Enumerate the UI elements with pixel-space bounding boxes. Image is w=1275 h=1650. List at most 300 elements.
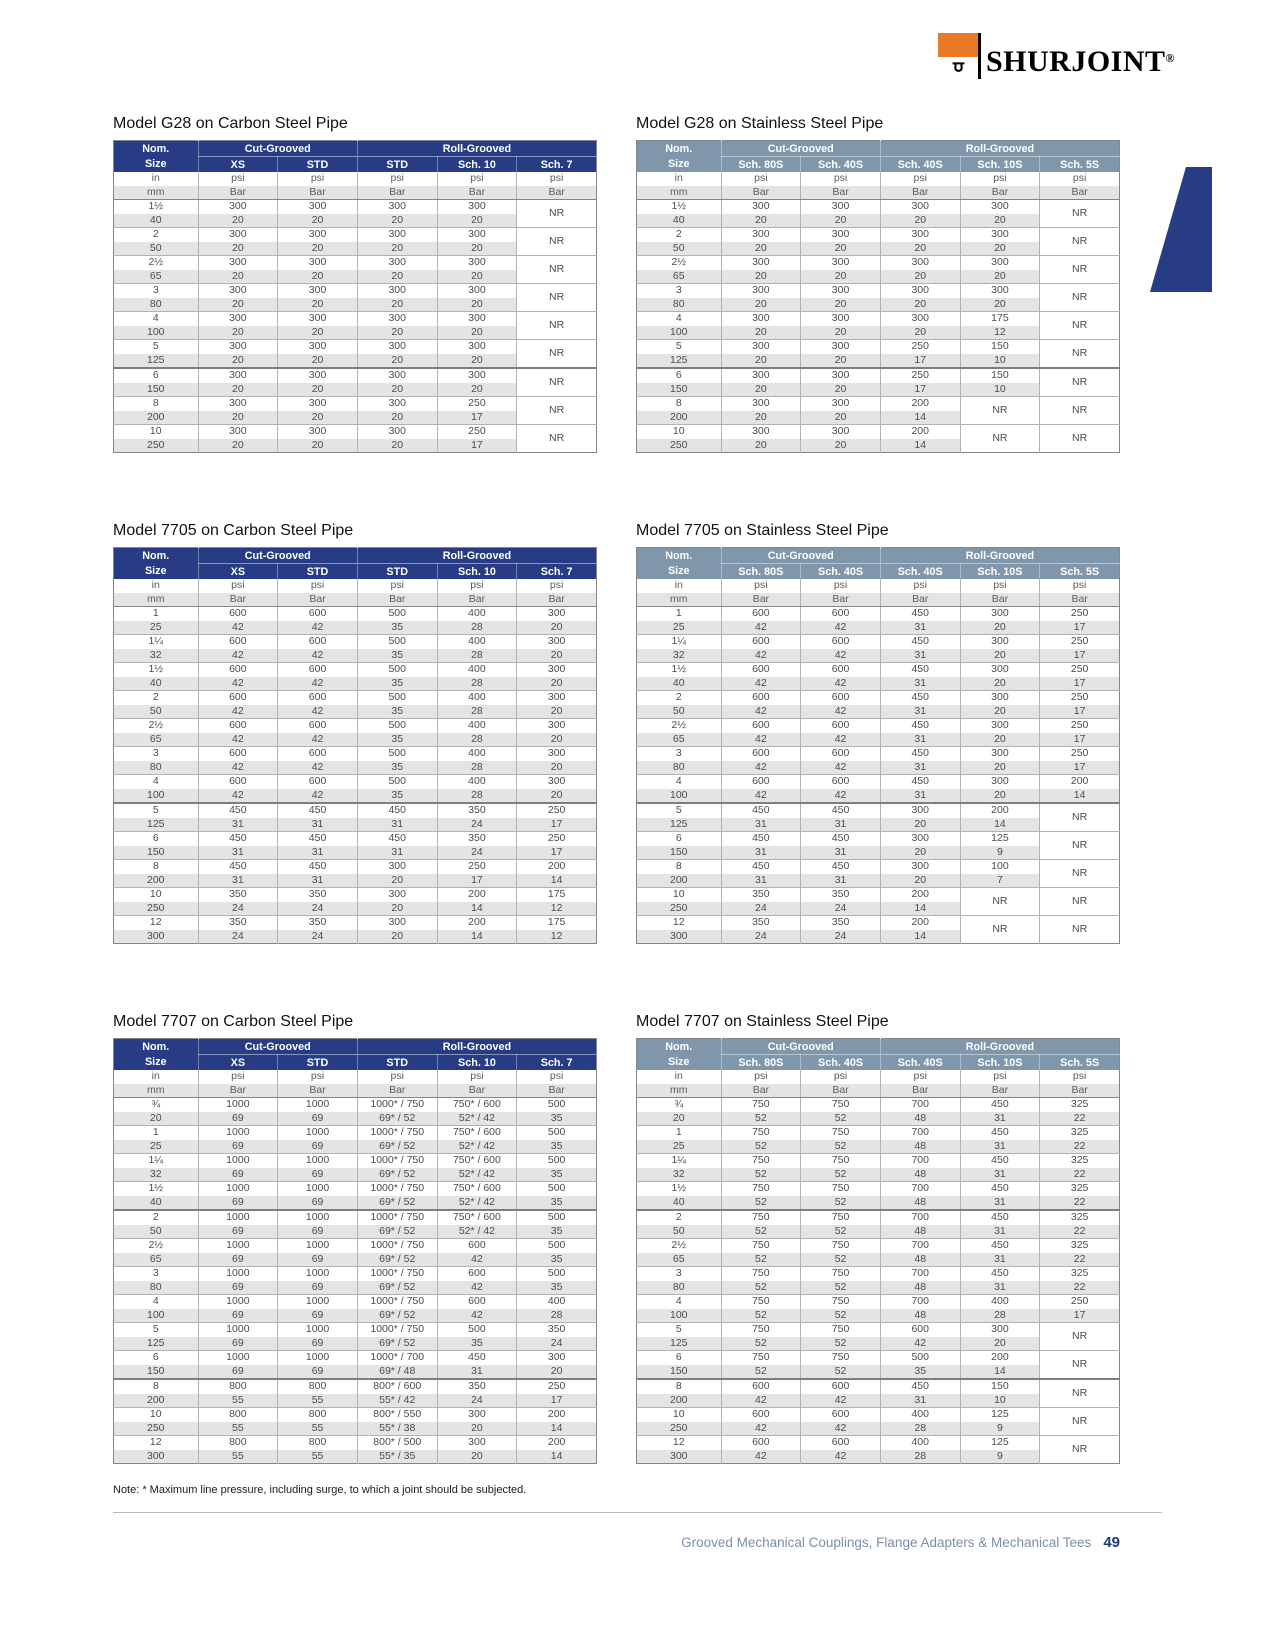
- not-recommended-cell: NR: [517, 425, 597, 453]
- unit-cell: Bar: [880, 186, 960, 200]
- psi-cell: 600: [198, 747, 278, 761]
- size-mm-cell: 150: [637, 1365, 722, 1380]
- size-mm-cell: 100: [637, 1309, 722, 1323]
- psi-cell: 450: [721, 832, 801, 846]
- psi-cell: 750: [801, 1210, 881, 1225]
- psi-cell: 300: [198, 397, 278, 411]
- bar-cell: 48: [880, 1253, 960, 1267]
- bar-cell: 52: [721, 1225, 801, 1239]
- group-header: Nom.: [114, 548, 199, 564]
- data-row-bar: [114, 1225, 597, 1239]
- unit-cell: Bar: [517, 593, 597, 607]
- unit-cell: psi: [198, 579, 278, 593]
- psi-cell: 300: [517, 607, 597, 621]
- not-recommended-cell: NR: [1040, 860, 1120, 888]
- psi-cell: 800: [198, 1408, 278, 1422]
- bar-cell: 42: [801, 761, 881, 775]
- bar-cell: 52: [801, 1140, 881, 1154]
- data-row-psi: [114, 719, 597, 733]
- size-mm-cell: 250: [637, 439, 722, 453]
- not-recommended-cell: NR: [517, 397, 597, 425]
- psi-cell: 450: [880, 691, 960, 705]
- pressure-table-g28-carbon: [113, 140, 597, 453]
- psi-cell: 300: [357, 256, 437, 270]
- bar-cell: 28: [517, 1309, 597, 1323]
- size-mm-cell: 32: [637, 649, 722, 663]
- psi-cell: 250: [1040, 607, 1120, 621]
- bar-cell: 9: [960, 1422, 1040, 1436]
- bar-cell: 69: [278, 1112, 358, 1126]
- bar-cell: 20: [801, 439, 881, 453]
- pressure-table-7707-stainless: [636, 1038, 1120, 1464]
- data-row-bar: [637, 1281, 1120, 1295]
- not-recommended-cell: NR: [1040, 284, 1120, 312]
- psi-cell: 700: [880, 1295, 960, 1309]
- size-in-cell: 1: [637, 1126, 722, 1140]
- psi-cell: 300: [880, 803, 960, 818]
- psi-cell: 600: [801, 775, 881, 789]
- psi-cell: 1000: [278, 1351, 358, 1365]
- psi-cell: 200: [517, 1436, 597, 1450]
- header-group-row: [114, 141, 597, 157]
- table-head: [114, 141, 597, 173]
- data-row-psi: [114, 775, 597, 789]
- psi-cell: 250: [1040, 691, 1120, 705]
- size-in-cell: 1½: [637, 200, 722, 214]
- data-row-psi: [114, 425, 597, 439]
- bar-cell: 24: [517, 1337, 597, 1351]
- size-mm-cell: 20: [114, 1112, 199, 1126]
- bar-cell: 69* / 52: [357, 1168, 437, 1182]
- bar-cell: 28: [880, 1422, 960, 1436]
- bar-cell: 20: [437, 242, 517, 256]
- psi-cell: 1000* / 750: [357, 1126, 437, 1140]
- data-row-psi: [637, 1154, 1120, 1168]
- table-title: Model 7705 on Carbon Steel Pipe: [113, 522, 354, 539]
- bar-cell: 69: [278, 1196, 358, 1211]
- unit-cell: psi: [880, 1070, 960, 1084]
- size-in-cell: 1½: [114, 663, 199, 677]
- bar-cell: 69: [198, 1281, 278, 1295]
- unit-cell: psi: [278, 1070, 358, 1084]
- data-row-psi: [114, 340, 597, 354]
- unit-cell: psi: [198, 172, 278, 186]
- bar-cell: 69: [278, 1337, 358, 1351]
- psi-cell: 1000: [278, 1210, 358, 1225]
- psi-cell: 350: [721, 916, 801, 930]
- coupling-glyph-icon: [938, 57, 978, 79]
- psi-cell: 300: [278, 368, 358, 383]
- bar-cell: 31: [721, 846, 801, 860]
- bar-cell: 20: [721, 439, 801, 453]
- bar-cell: 20: [278, 354, 358, 369]
- psi-cell: 400: [437, 775, 517, 789]
- group-header: Cut-Grooved: [721, 141, 880, 157]
- bar-cell: 14: [517, 1450, 597, 1464]
- bar-cell: 22: [1040, 1281, 1120, 1295]
- data-row-bar: [114, 705, 597, 719]
- column-header: STD: [357, 564, 437, 580]
- not-recommended-cell: NR: [960, 888, 1040, 916]
- size-in-cell: 5: [637, 340, 722, 354]
- bar-cell: 14: [437, 930, 517, 944]
- column-header: Sch. 7: [517, 1055, 597, 1071]
- size-in-cell: 2: [114, 1210, 199, 1225]
- bar-cell: 42: [801, 1422, 881, 1436]
- size-in-cell: 6: [114, 368, 199, 383]
- column-header: STD: [357, 1055, 437, 1071]
- column-header: Sch. 40S: [801, 1055, 881, 1071]
- psi-cell: 300: [801, 284, 881, 298]
- data-row-bar: [114, 649, 597, 663]
- bar-cell: 42: [721, 705, 801, 719]
- not-recommended-cell: NR: [517, 228, 597, 256]
- data-row-psi: [637, 916, 1120, 930]
- data-row-psi: [637, 284, 1120, 298]
- psi-cell: 750: [721, 1182, 801, 1196]
- bar-cell: 31: [801, 846, 881, 860]
- bar-cell: 31: [960, 1140, 1040, 1154]
- group-header: Roll-Grooved: [880, 548, 1119, 564]
- size-in-cell: 1: [114, 1126, 199, 1140]
- unit-row: [637, 172, 1120, 186]
- psi-cell: 300: [357, 368, 437, 383]
- psi-cell: 450: [960, 1098, 1040, 1112]
- column-header: Size: [637, 564, 722, 580]
- size-in-cell: 10: [637, 888, 722, 902]
- size-mm-cell: 250: [114, 439, 199, 453]
- psi-cell: 200: [960, 803, 1040, 818]
- bar-cell: 14: [880, 411, 960, 425]
- psi-cell: 450: [960, 1182, 1040, 1196]
- size-mm-cell: 50: [114, 242, 199, 256]
- not-recommended-cell: NR: [517, 312, 597, 340]
- footnote: Note: * Maximum line pressure, including surge, to which a joint should be subjected.: [113, 1484, 527, 1496]
- unit-cell: in: [637, 579, 722, 593]
- brand-name: SHURJOINT®: [986, 45, 1175, 78]
- psi-cell: 500: [517, 1267, 597, 1281]
- column-header: Sch. 5S: [1040, 1055, 1120, 1071]
- size-in-cell: 1½: [114, 1182, 199, 1196]
- data-row-bar: [637, 1140, 1120, 1154]
- psi-cell: 500: [517, 1126, 597, 1140]
- data-row-bar: [637, 649, 1120, 663]
- bar-cell: 42: [721, 621, 801, 635]
- group-header: Nom.: [637, 1039, 722, 1055]
- size-mm-cell: 300: [114, 1450, 199, 1464]
- psi-cell: 300: [960, 663, 1040, 677]
- psi-cell: 1000* / 750: [357, 1154, 437, 1168]
- psi-cell: 450: [880, 747, 960, 761]
- data-row-bar: [637, 1253, 1120, 1267]
- psi-cell: 1000: [278, 1182, 358, 1196]
- size-in-cell: 4: [637, 312, 722, 326]
- psi-cell: 300: [437, 1408, 517, 1422]
- not-recommended-cell: NR: [1040, 312, 1120, 340]
- psi-cell: 300: [437, 256, 517, 270]
- data-row-bar: [114, 1365, 597, 1380]
- psi-cell: 300: [357, 312, 437, 326]
- bar-cell: 69* / 52: [357, 1281, 437, 1295]
- psi-cell: 300: [880, 860, 960, 874]
- psi-cell: 350: [198, 888, 278, 902]
- brand-logo: [938, 33, 1175, 79]
- psi-cell: 600: [721, 775, 801, 789]
- psi-cell: 125: [960, 1408, 1040, 1422]
- psi-cell: 750: [801, 1295, 881, 1309]
- size-mm-cell: 125: [114, 354, 199, 369]
- group-header: Nom.: [114, 1039, 199, 1055]
- bar-cell: 31: [801, 874, 881, 888]
- psi-cell: 300: [721, 200, 801, 214]
- psi-cell: 1000: [278, 1267, 358, 1281]
- size-in-cell: 1¼: [637, 635, 722, 649]
- bar-cell: 14: [880, 902, 960, 916]
- unit-cell: in: [637, 172, 722, 186]
- bar-cell: 20: [278, 439, 358, 453]
- unit-cell: psi: [801, 172, 881, 186]
- bar-cell: 9: [960, 1450, 1040, 1464]
- psi-cell: 500: [437, 1323, 517, 1337]
- bar-cell: 42: [437, 1309, 517, 1323]
- bar-cell: 20: [801, 242, 881, 256]
- bar-cell: 20: [357, 242, 437, 256]
- bar-cell: 20: [198, 326, 278, 340]
- data-row-psi: [637, 1098, 1120, 1112]
- psi-cell: 600: [721, 719, 801, 733]
- psi-cell: 350: [801, 888, 881, 902]
- psi-cell: 350: [278, 916, 358, 930]
- psi-cell: 750: [721, 1239, 801, 1253]
- psi-cell: 750: [721, 1154, 801, 1168]
- bar-cell: 52: [801, 1196, 881, 1211]
- bar-cell: 69* / 52: [357, 1225, 437, 1239]
- size-mm-cell: 125: [114, 1337, 199, 1351]
- bar-cell: 42: [801, 1394, 881, 1408]
- data-row-bar: [637, 1309, 1120, 1323]
- psi-cell: 750: [801, 1126, 881, 1140]
- psi-cell: 750: [721, 1267, 801, 1281]
- psi-cell: 300: [960, 607, 1040, 621]
- psi-cell: 600: [198, 607, 278, 621]
- table-section-7705-stainless: [636, 521, 1120, 944]
- bar-cell: 24: [198, 930, 278, 944]
- pressure-table-g28-stainless: [636, 140, 1120, 453]
- bar-cell: 17: [517, 818, 597, 832]
- psi-cell: 300: [437, 228, 517, 242]
- psi-cell: 750* / 600: [437, 1098, 517, 1112]
- psi-cell: 800: [278, 1379, 358, 1394]
- psi-cell: 600: [721, 1436, 801, 1450]
- bar-cell: 42: [198, 677, 278, 691]
- psi-cell: 300: [357, 284, 437, 298]
- psi-cell: 600: [801, 719, 881, 733]
- size-in-cell: 3: [637, 284, 722, 298]
- bar-cell: 17: [1040, 705, 1120, 719]
- size-in-cell: 2½: [114, 1239, 199, 1253]
- psi-cell: 350: [721, 888, 801, 902]
- psi-cell: 600: [278, 663, 358, 677]
- bar-cell: 17: [1040, 733, 1120, 747]
- unit-cell: Bar: [880, 593, 960, 607]
- psi-cell: 250: [1040, 747, 1120, 761]
- psi-cell: 300: [880, 228, 960, 242]
- psi-cell: 1000: [278, 1295, 358, 1309]
- bar-cell: 52: [801, 1309, 881, 1323]
- data-row-psi: [114, 1267, 597, 1281]
- bar-cell: 20: [721, 214, 801, 228]
- size-in-cell: 1½: [637, 663, 722, 677]
- group-header: Roll-Grooved: [880, 141, 1119, 157]
- group-header: Cut-Grooved: [721, 1039, 880, 1055]
- psi-cell: 600: [721, 663, 801, 677]
- bar-cell: 20: [357, 411, 437, 425]
- bar-cell: 42: [801, 733, 881, 747]
- psi-cell: 350: [437, 803, 517, 818]
- size-mm-cell: 32: [114, 649, 199, 663]
- size-in-cell: 12: [637, 1436, 722, 1450]
- unit-cell: psi: [517, 172, 597, 186]
- psi-cell: 350: [801, 916, 881, 930]
- size-in-cell: 2½: [637, 719, 722, 733]
- size-mm-cell: 200: [114, 874, 199, 888]
- psi-cell: 325: [1040, 1267, 1120, 1281]
- bar-cell: 17: [1040, 677, 1120, 691]
- bar-cell: 28: [437, 733, 517, 747]
- psi-cell: 600: [198, 635, 278, 649]
- unit-row: [637, 593, 1120, 607]
- psi-cell: 700: [880, 1098, 960, 1112]
- psi-cell: 400: [880, 1436, 960, 1450]
- psi-cell: 450: [721, 803, 801, 818]
- psi-cell: 750* / 600: [437, 1126, 517, 1140]
- column-header: Size: [114, 564, 199, 580]
- column-header: Sch. 10: [437, 157, 517, 173]
- psi-cell: 600: [801, 1436, 881, 1450]
- psi-cell: 300: [198, 425, 278, 439]
- group-header: Roll-Grooved: [880, 1039, 1119, 1055]
- psi-cell: 600: [801, 1408, 881, 1422]
- psi-cell: 1000* / 750: [357, 1210, 437, 1225]
- group-header: Nom.: [637, 141, 722, 157]
- psi-cell: 200: [437, 916, 517, 930]
- psi-cell: 250: [1040, 635, 1120, 649]
- size-mm-cell: 80: [114, 761, 199, 775]
- size-mm-cell: 65: [114, 1253, 199, 1267]
- size-in-cell: 2: [637, 228, 722, 242]
- header-group-row: [637, 141, 1120, 157]
- column-header: Sch. 40S: [880, 1055, 960, 1071]
- data-row-psi: [637, 747, 1120, 761]
- psi-cell: 300: [278, 397, 358, 411]
- column-header: Sch. 40S: [801, 564, 881, 580]
- bar-cell: 31: [357, 846, 437, 860]
- unit-cell: psi: [721, 172, 801, 186]
- header-column-row: [114, 564, 597, 580]
- bar-cell: 69* / 52: [357, 1309, 437, 1323]
- size-in-cell: 4: [637, 775, 722, 789]
- data-row-psi: [114, 860, 597, 874]
- bar-cell: 22: [1040, 1140, 1120, 1154]
- psi-cell: 600: [437, 1239, 517, 1253]
- psi-cell: 300: [278, 256, 358, 270]
- psi-cell: 300: [960, 635, 1040, 649]
- psi-cell: 100: [960, 860, 1040, 874]
- size-in-cell: 1¼: [114, 635, 199, 649]
- size-mm-cell: 150: [114, 1365, 199, 1380]
- bar-cell: 55: [278, 1422, 358, 1436]
- column-header: Sch. 10S: [960, 157, 1040, 173]
- bar-cell: 20: [357, 326, 437, 340]
- size-in-cell: 1¼: [637, 1154, 722, 1168]
- size-mm-cell: 150: [114, 383, 199, 397]
- bar-cell: 12: [517, 930, 597, 944]
- psi-cell: 500: [357, 691, 437, 705]
- psi-cell: 600: [198, 719, 278, 733]
- pressure-table-7707-carbon: [113, 1038, 597, 1464]
- data-row-bar: [114, 902, 597, 916]
- bar-cell: 35: [517, 1112, 597, 1126]
- bar-cell: 42: [198, 789, 278, 804]
- data-row-psi: [637, 1351, 1120, 1365]
- bar-cell: 20: [801, 354, 881, 369]
- table-body: [114, 1070, 597, 1464]
- bar-cell: 31: [278, 874, 358, 888]
- table-title: Model G28 on Carbon Steel Pipe: [113, 115, 348, 132]
- tables-grid: [113, 114, 1120, 1464]
- data-row-psi: [114, 200, 597, 214]
- unit-cell: Bar: [357, 593, 437, 607]
- data-row-psi: [114, 1239, 597, 1253]
- psi-cell: 300: [960, 775, 1040, 789]
- data-row-psi: [114, 663, 597, 677]
- bar-cell: 20: [517, 1365, 597, 1380]
- bar-cell: 42: [801, 789, 881, 804]
- size-mm-cell: 50: [114, 705, 199, 719]
- size-in-cell: 2: [114, 228, 199, 242]
- group-header: Cut-Grooved: [198, 141, 357, 157]
- size-in-cell: 3: [114, 1267, 199, 1281]
- bar-cell: 48: [880, 1112, 960, 1126]
- bar-cell: 20: [357, 439, 437, 453]
- psi-cell: 300: [517, 775, 597, 789]
- column-header: Sch. 40S: [801, 157, 881, 173]
- data-row-bar: [637, 677, 1120, 691]
- psi-cell: 200: [880, 916, 960, 930]
- unit-cell: mm: [637, 593, 722, 607]
- bar-cell: 20: [357, 214, 437, 228]
- bar-cell: 52: [721, 1140, 801, 1154]
- bar-cell: 20: [198, 242, 278, 256]
- bar-cell: 20: [960, 677, 1040, 691]
- not-recommended-cell: NR: [1040, 832, 1120, 860]
- data-row-psi: [114, 1098, 597, 1112]
- bar-cell: 20: [198, 214, 278, 228]
- psi-cell: 600: [278, 635, 358, 649]
- psi-cell: 200: [437, 888, 517, 902]
- bar-cell: 52: [721, 1168, 801, 1182]
- bar-cell: 48: [880, 1168, 960, 1182]
- psi-cell: 400: [437, 607, 517, 621]
- psi-cell: 600: [278, 719, 358, 733]
- psi-cell: 450: [880, 663, 960, 677]
- bar-cell: 20: [880, 326, 960, 340]
- unit-cell: Bar: [960, 186, 1040, 200]
- psi-cell: 500: [357, 663, 437, 677]
- bar-cell: 20: [278, 326, 358, 340]
- unit-cell: Bar: [517, 186, 597, 200]
- data-row-bar: [637, 1225, 1120, 1239]
